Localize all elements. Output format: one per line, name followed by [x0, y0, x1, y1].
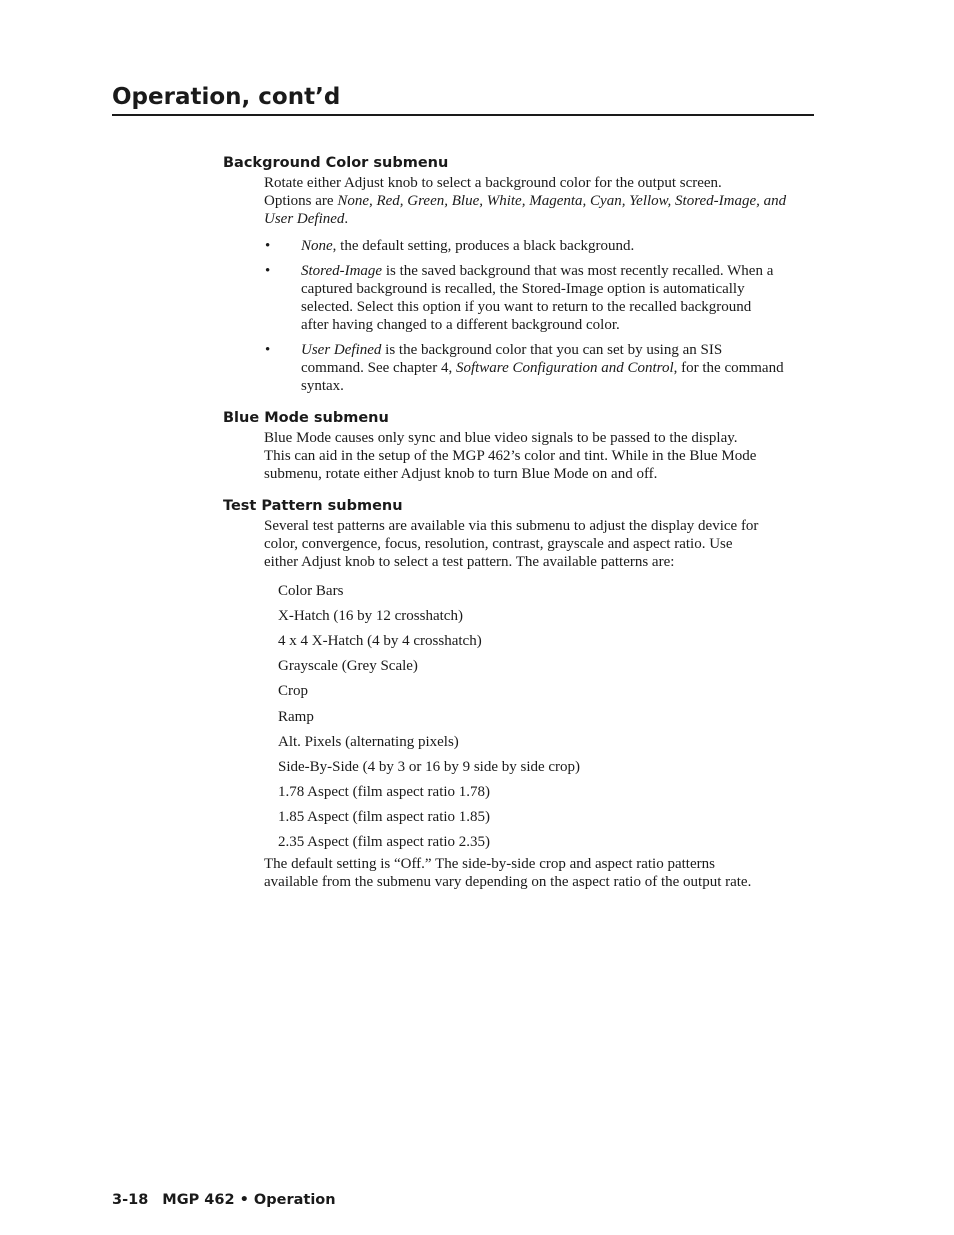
page-title: Operation, cont’d: [112, 82, 814, 116]
pattern-item: Side-By-Side (4 by 3 or 16 by 9 side by side crop): [278, 759, 581, 775]
section-heading-test-pattern: Test Pattern submenu: [223, 498, 403, 514]
section-heading-blue-mode: Blue Mode submenu: [223, 410, 389, 426]
blue-mode-text: Blue Mode causes only sync and blue video signals to be passed to the display. This can aid in the setup of the MGP 462’s color and tint. While in the Blue Mode submenu, rotate either Adjust knob to turn Blue Mode on and off.: [264, 430, 757, 482]
intro-line: User Defined.: [264, 211, 349, 227]
bullet-icon: •: [265, 342, 271, 358]
pattern-item: Color Bars: [278, 583, 344, 599]
page-number: 3-18: [112, 1192, 149, 1208]
section-heading-background-color: Background Color submenu: [223, 155, 449, 171]
intro-line: Options are None, Red, Green, Blue, White, Magenta, Cyan, Yellow, Stored-Image, and: [264, 193, 787, 209]
pattern-item: Ramp: [278, 709, 314, 725]
bullet-icon: •: [265, 263, 271, 279]
test-pattern-closing: The default setting is “Off.” The side-by-side crop and aspect ratio patterns available from the submenu vary depending on the aspect ratio of the output rate.: [264, 856, 752, 890]
pattern-item: Alt. Pixels (alternating pixels): [278, 734, 459, 750]
bullet-icon: •: [265, 238, 271, 254]
test-pattern-intro: Several test patterns are available via this submenu to adjust the display device for color, convergence, focus, resolution, contrast, grayscale and aspect ratio. Use either Adjust knob to select a test pattern. The available patterns are:: [264, 518, 759, 570]
footer-text: MGP 462 • Operation: [162, 1192, 336, 1208]
pattern-item: 4 x 4 X-Hatch (4 by 4 crosshatch): [278, 633, 482, 649]
page-footer: [112, 1191, 336, 1209]
pattern-item: 2.35 Aspect (film aspect ratio 2.35): [278, 834, 491, 850]
pattern-item: 1.85 Aspect (film aspect ratio 1.85): [278, 809, 491, 825]
background-color-intro: [264, 174, 816, 228]
pattern-item: X-Hatch (16 by 12 crosshatch): [278, 608, 463, 624]
pattern-item: Crop: [278, 683, 308, 699]
intro-line: Rotate either Adjust knob to select a background color for the output screen.: [264, 175, 722, 191]
pattern-item: 1.78 Aspect (film aspect ratio 1.78): [278, 784, 491, 800]
pattern-item: Grayscale (Grey Scale): [278, 658, 418, 674]
